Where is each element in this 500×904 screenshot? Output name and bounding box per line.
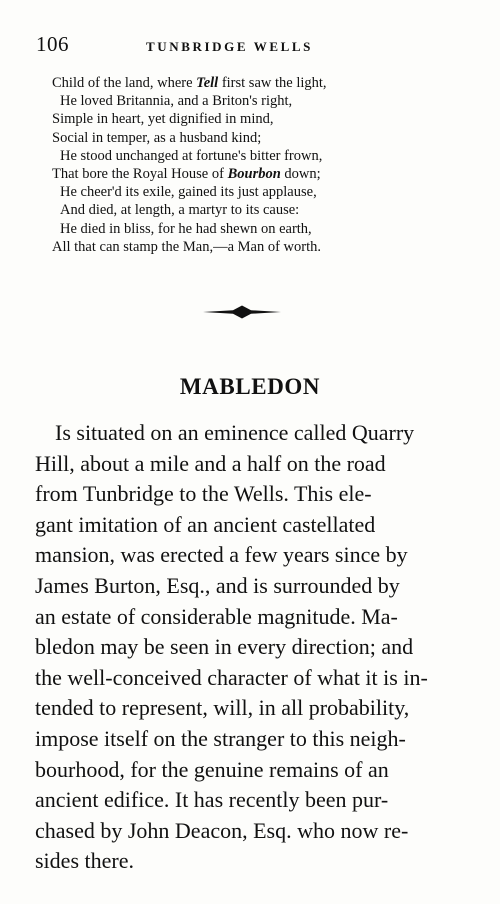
poem-line-4: Social in temper, as a husband kind; (52, 129, 262, 146)
running-head: TUNBRIDGE WELLS (146, 39, 313, 54)
book-page: 106 TUNBRIDGE WELLS Child of the land, where Tell first saw the light, He loved Britannia, and a Briton's right, Simple in heart, yet dignified in mind, Social in temper, as a husband kind; He stood unchanged at fortune's bitter frown, That bore the Royal House of Bourbon down; He cheer'd its exile, gained its just applause, And died, at length, a martyr to its cause: He died in bliss, for he had shewn on earth, All that can stamp the Man,—a Man of worth. MABLEDON Is situated on an eminence called Quarry Hill, about a mile and a half on the road from Tunbridge to the Wells. This ele- gant imitation of an ancient castellated mansion, was erected a few years since by James Burton, Esq., and is surrounded by an estate of considerable magnitude. Ma- bledon may be seen in every direction; and the well-conceived character of what it is in- tended to represent, will, in all probability, impose itself on the stranger to this neigh- bourhood, for the genuine remains of an ancient edifice. It has recently been pur- chased by John Deacon, Esq. who now re- sides there. (0, 0, 500, 904)
section-title: MABLEDON (179, 374, 321, 399)
poem-word-bourbon: Bourbon (227, 166, 281, 183)
diamond-rule-ornament-icon (203, 305, 281, 319)
poem-line-6 (52, 165, 472, 183)
poem-line-3: Simple in heart, yet dignified in mind, (52, 111, 274, 128)
poem-line-8: And died, at length, a martyr to its cause: (60, 202, 300, 219)
page-header (36, 32, 466, 62)
poem-line-6-end: down; (280, 166, 321, 183)
poem-line-5: He stood unchanged at fortune's bitter frown, (60, 147, 323, 164)
epitaph-poem (52, 74, 472, 256)
page-number: 106 (36, 32, 69, 56)
poem-line-1 (52, 74, 472, 92)
poem-line-1-end: first saw the light, (218, 75, 327, 91)
poem-word-tell: Tell (196, 75, 219, 91)
poem-line-2: He loved Britannia, and a Briton's right, (60, 93, 293, 110)
poem-line-6-start: That bore the Royal House of (52, 166, 228, 183)
poem-line-9: He died in bliss, for he had shewn on earth, (60, 220, 312, 237)
poem-line-1-start: Child of the land, where (52, 75, 197, 91)
poem-line-7: He cheer'd its exile, gained its just applause, (60, 184, 317, 201)
body-line: Is situated on an eminence called Quarry (55, 420, 415, 445)
poem-line-10: All that can stamp the Man,—a Man of worth. (52, 238, 321, 255)
